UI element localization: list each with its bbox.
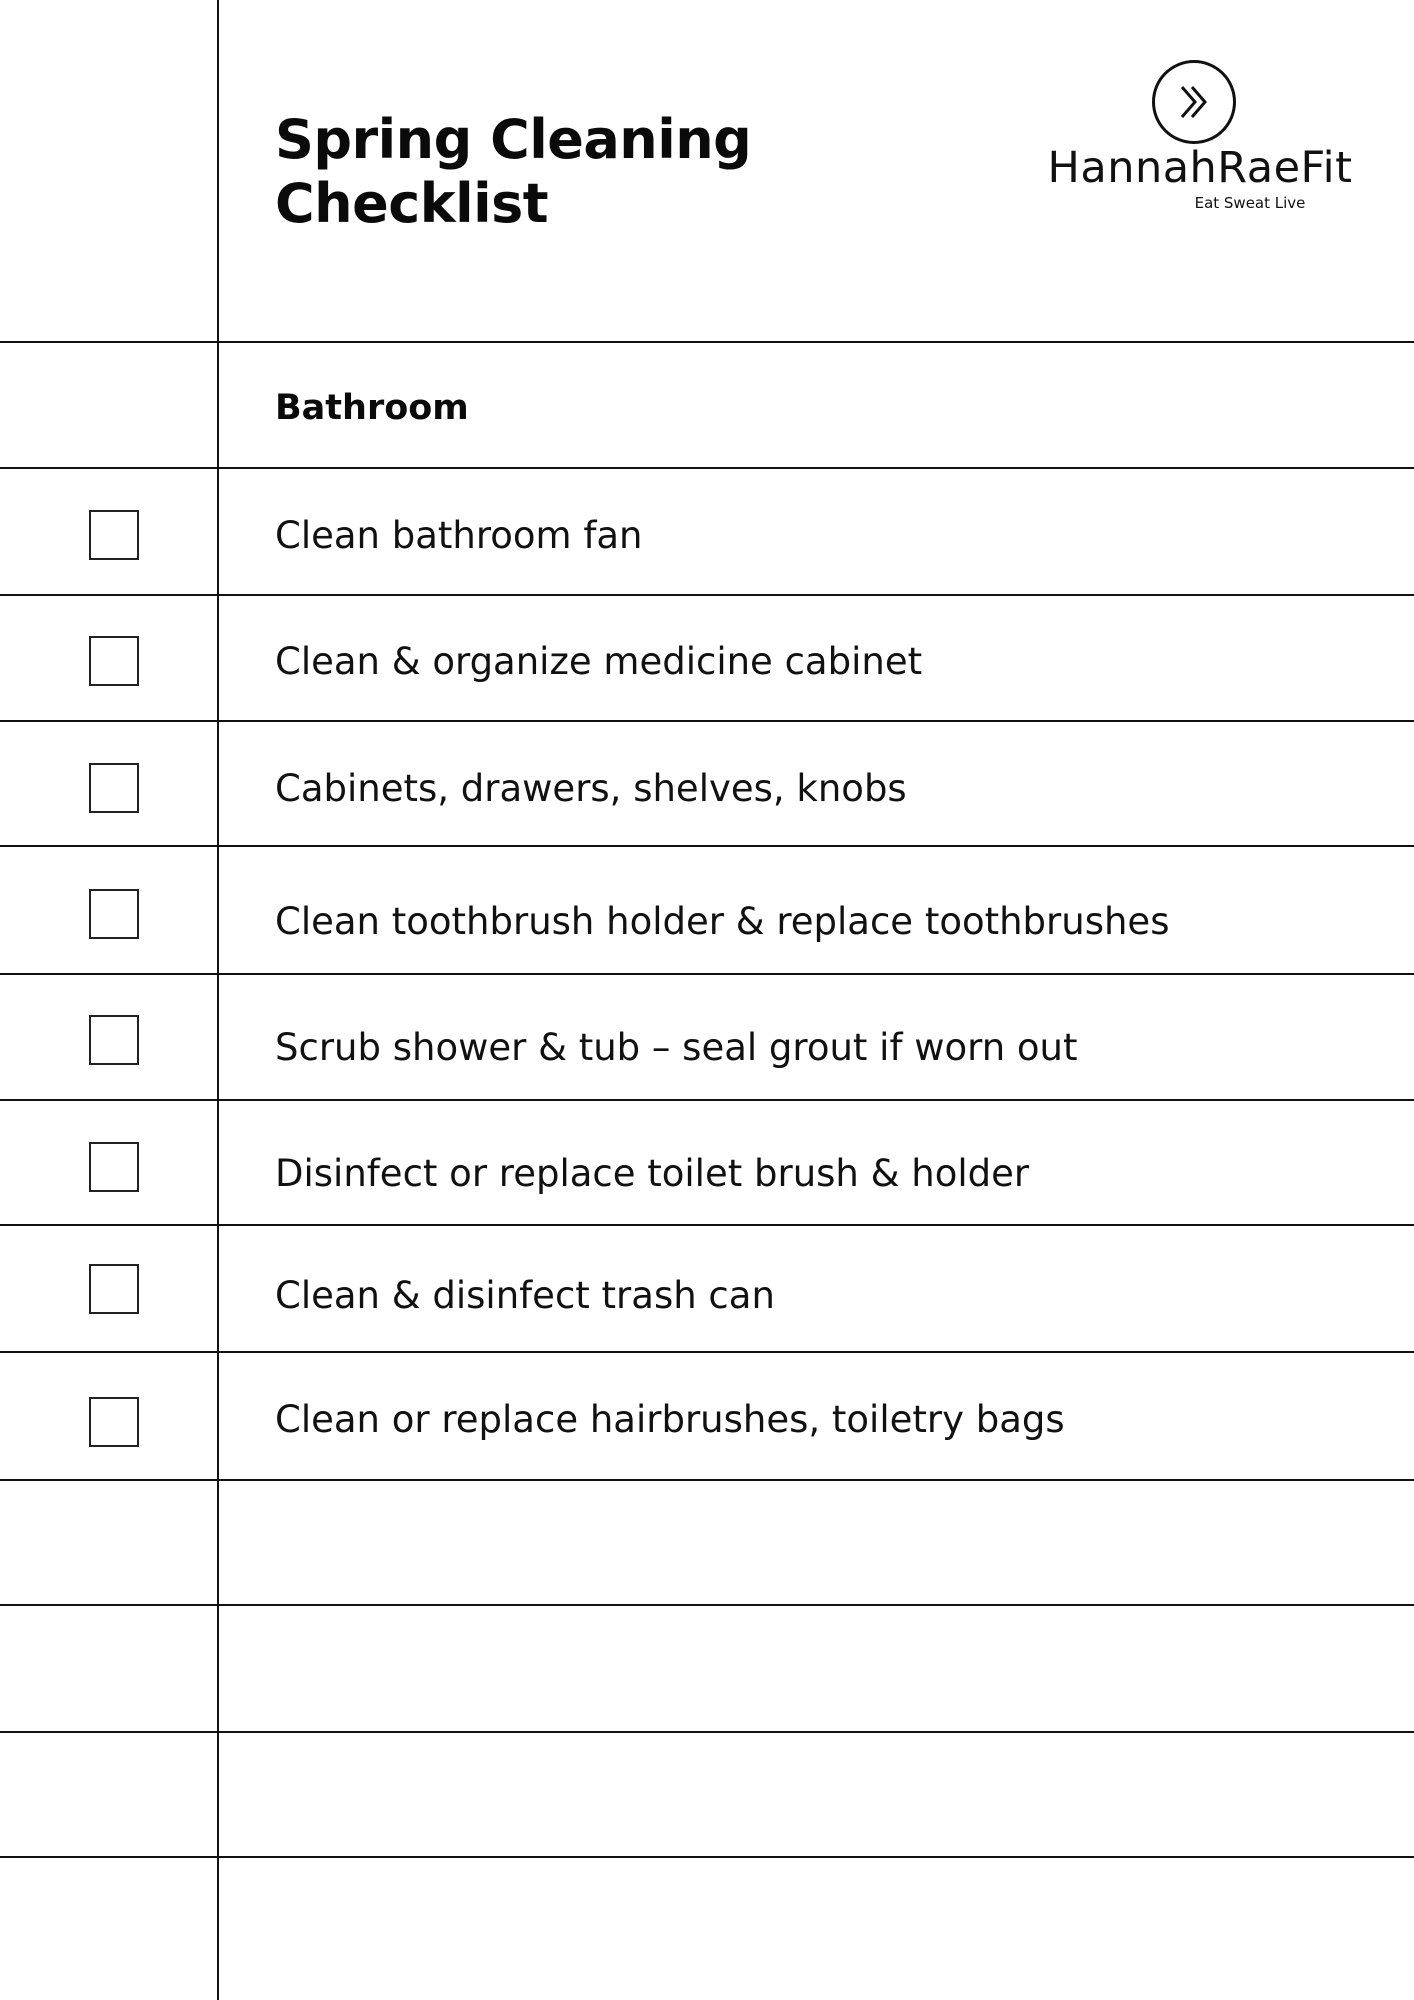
item-checkbox[interactable] xyxy=(89,636,139,686)
page-title-line-1: Spring Cleaning xyxy=(275,108,752,171)
checklist-item-label: Disinfect or replace toilet brush & holder xyxy=(275,1152,1030,1195)
row-divider xyxy=(0,341,1414,343)
item-checkbox[interactable] xyxy=(89,1397,139,1447)
brand-logo xyxy=(1152,60,1236,144)
row-divider xyxy=(0,1224,1414,1226)
section-heading: Bathroom xyxy=(275,388,469,428)
checklist-item-label: Clean & organize medicine cabinet xyxy=(275,640,923,683)
row-divider xyxy=(0,594,1414,596)
checklist-item-label: Clean bathroom fan xyxy=(275,514,643,557)
row-divider xyxy=(0,1479,1414,1481)
checklist-item-label: Clean toothbrush holder & replace toothbrushes xyxy=(275,900,1170,943)
row-divider xyxy=(0,1099,1414,1101)
column-divider xyxy=(217,0,219,2000)
row-divider xyxy=(0,1856,1414,1858)
row-divider xyxy=(0,467,1414,469)
item-checkbox[interactable] xyxy=(89,1142,139,1192)
item-checkbox[interactable] xyxy=(89,510,139,560)
item-checkbox[interactable] xyxy=(89,1264,139,1314)
row-divider xyxy=(0,973,1414,975)
double-chevron-right-icon xyxy=(1173,81,1215,123)
brand-tagline: Eat Sweat Live xyxy=(1194,194,1306,212)
row-divider xyxy=(0,1604,1414,1606)
row-divider xyxy=(0,1351,1414,1353)
page-title xyxy=(275,108,751,236)
brand-name: HannahRaeFit xyxy=(1047,143,1353,193)
page-title-line-2: Checklist xyxy=(275,172,549,235)
checklist-item-label: Clean or replace hairbrushes, toiletry bags xyxy=(275,1398,1065,1441)
item-checkbox[interactable] xyxy=(89,889,139,939)
item-checkbox[interactable] xyxy=(89,763,139,813)
checklist-item-label: Cabinets, drawers, shelves, knobs xyxy=(275,767,907,810)
checklist-item-label: Clean & disinfect trash can xyxy=(275,1274,775,1317)
row-divider xyxy=(0,720,1414,722)
row-divider xyxy=(0,1731,1414,1733)
row-divider xyxy=(0,845,1414,847)
checklist-item-label: Scrub shower & tub – seal grout if worn out xyxy=(275,1026,1078,1069)
item-checkbox[interactable] xyxy=(89,1015,139,1065)
